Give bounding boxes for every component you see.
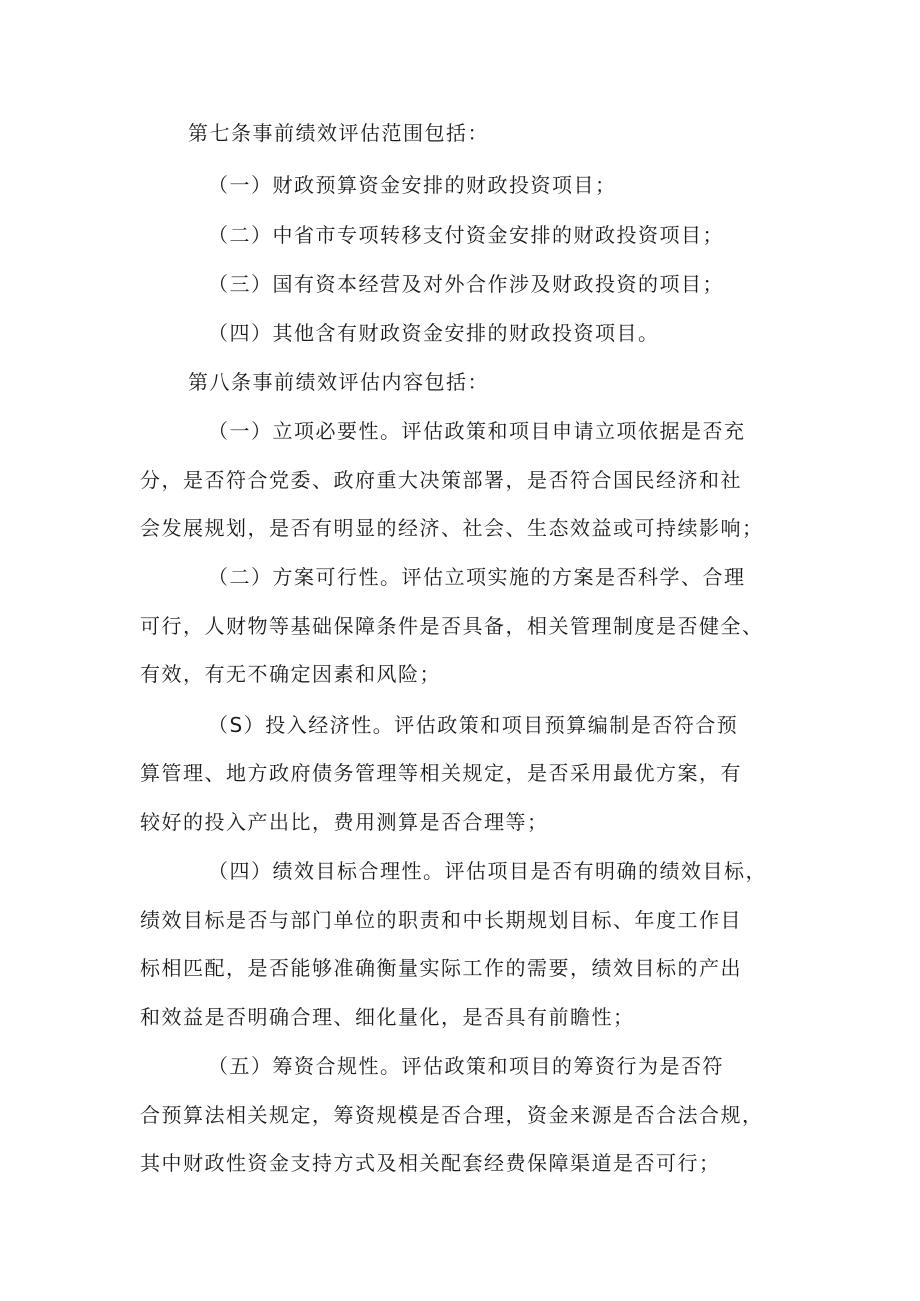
content-item-4-line-2: 绩效目标是否与部门单位的职责和中长期规划目标、年度工作目 xyxy=(140,908,742,932)
scope-item-2: （二）中省市专项转移支付资金安排的财政投资项目； xyxy=(208,223,724,247)
content-item-3-line-3: 较好的投入产出比，费用测算是否合理等； xyxy=(140,810,549,834)
content-item-5-line-1: （五）筹资合规性。评估政策和项目的筹资行为是否符 xyxy=(208,1054,724,1078)
content-item-2-line-1: （二）方案可行性。评估立项实施的方案是否科学、合理 xyxy=(208,565,746,589)
content-item-1-line-3: 会发展规划，是否有明显的经济、社会、生态效益或可持续影响； xyxy=(140,516,764,540)
content-item-4-line-3: 标相匹配，是否能够准确衡量实际工作的需要，绩效目标的产出 xyxy=(140,956,742,980)
content-item-1-line-2: 分，是否符合党委、政府重大决策部署，是否符合国民经济和社 xyxy=(140,468,742,492)
content-item-4-line-1: （四）绩效目标合理性。评估项目是否有明确的绩效目标， xyxy=(208,859,767,883)
content-item-4-line-4: 和效益是否明确合理、细化量化，是否具有前瞻性； xyxy=(140,1005,635,1029)
content-item-3-line-1: （S）投入经济性。评估政策和项目预算编制是否符合预 xyxy=(208,713,739,737)
content-item-3-line-2: 算管理、地方政府债务管理等相关规定，是否采用最优方案，有 xyxy=(140,761,742,785)
content-item-1-line-1: （一）立项必要性。评估政策和项目申请立项依据是否充 xyxy=(208,419,746,443)
content-item-5-line-2: 合预算法相关规定，筹资规模是否合理，资金来源是否合法合规， xyxy=(140,1103,764,1127)
scope-item-1: （一）财政预算资金安排的财政投资项目； xyxy=(208,173,617,197)
scope-item-4: （四）其他含有财政资金安排的财政投资项目。 xyxy=(208,321,660,345)
content-item-2-line-3: 有效，有无不确定因素和风险； xyxy=(140,662,441,686)
article-8-heading: 第八条事前绩效评估内容包括： xyxy=(188,370,489,394)
scope-item-3: （三）国有资本经营及对外合作涉及财政投资的项目； xyxy=(208,272,724,296)
content-item-2-line-2: 可行，人财物等基础保障条件是否具备，相关管理制度是否健全、 xyxy=(140,614,764,638)
content-item-5-line-3: 其中财政性资金支持方式及相关配套经费保障渠道是否可行； xyxy=(140,1151,721,1175)
article-7-heading: 第七条事前绩效评估范围包括： xyxy=(188,121,489,145)
